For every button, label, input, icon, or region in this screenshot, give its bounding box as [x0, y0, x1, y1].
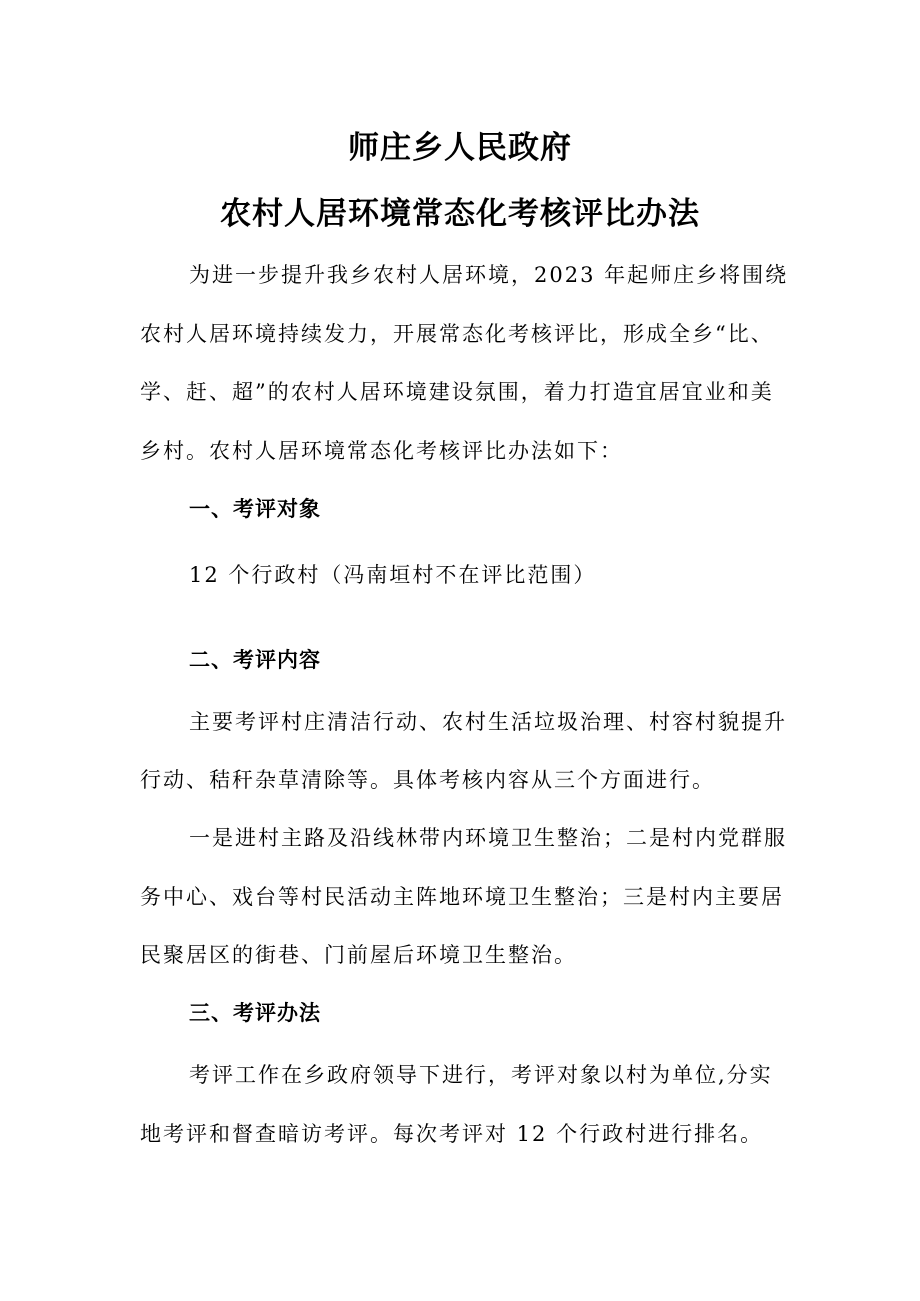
section-2-para-1-line-1: 主要考评村庄清洁行动、农村生活垃圾治理、村容村貌提升 — [189, 710, 787, 734]
section-3-para-1-line-2: 地考评和督查暗访考评。每次考评对 12 个行政村进行排名。 — [140, 1122, 764, 1146]
intro-line-2: 农村人居环境持续发力，开展常态化考核评比，形成全乡“比、 — [140, 322, 774, 346]
intro-line-1: 为进一步提升我乡农村人居环境，2023 年起师庄乡将围绕 — [189, 263, 789, 287]
section-2-heading: 二、考评内容 — [189, 648, 321, 672]
section-3-heading: 三、考评办法 — [189, 1001, 321, 1025]
section-2-para-2-line-2: 务中心、戏台等村民活动主阵地环境卫生整治；三是村内主要居 — [140, 885, 784, 909]
document-title-line-2: 农村人居环境常态化考核评比办法 — [220, 196, 700, 232]
intro-line-4: 乡村。农村人居环境常态化考核评比办法如下： — [140, 439, 623, 463]
intro-line-3: 学、赶、超”的农村人居环境建设氛围，着力打造宜居宜业和美 — [140, 380, 774, 404]
section-2-para-2-line-3: 民聚居区的街巷、门前屋后环境卫生整治。 — [140, 943, 577, 967]
section-1-heading: 一、考评对象 — [189, 497, 321, 521]
section-2-para-1-line-2: 行动、秸秆杂草清除等。具体考核内容从三个方面进行。 — [140, 768, 715, 792]
document-title-line-1: 师庄乡人民政府 — [348, 130, 572, 166]
section-3-para-1-line-1: 考评工作在乡政府领导下进行，考评对象以村为单位,分实 — [189, 1063, 773, 1087]
section-2-para-2-line-1: 一是进村主路及沿线林带内环境卫生整治；二是村内党群服 — [189, 826, 787, 850]
section-1-body: 12 个行政村（冯南垣村不在评比范围） — [189, 563, 597, 587]
